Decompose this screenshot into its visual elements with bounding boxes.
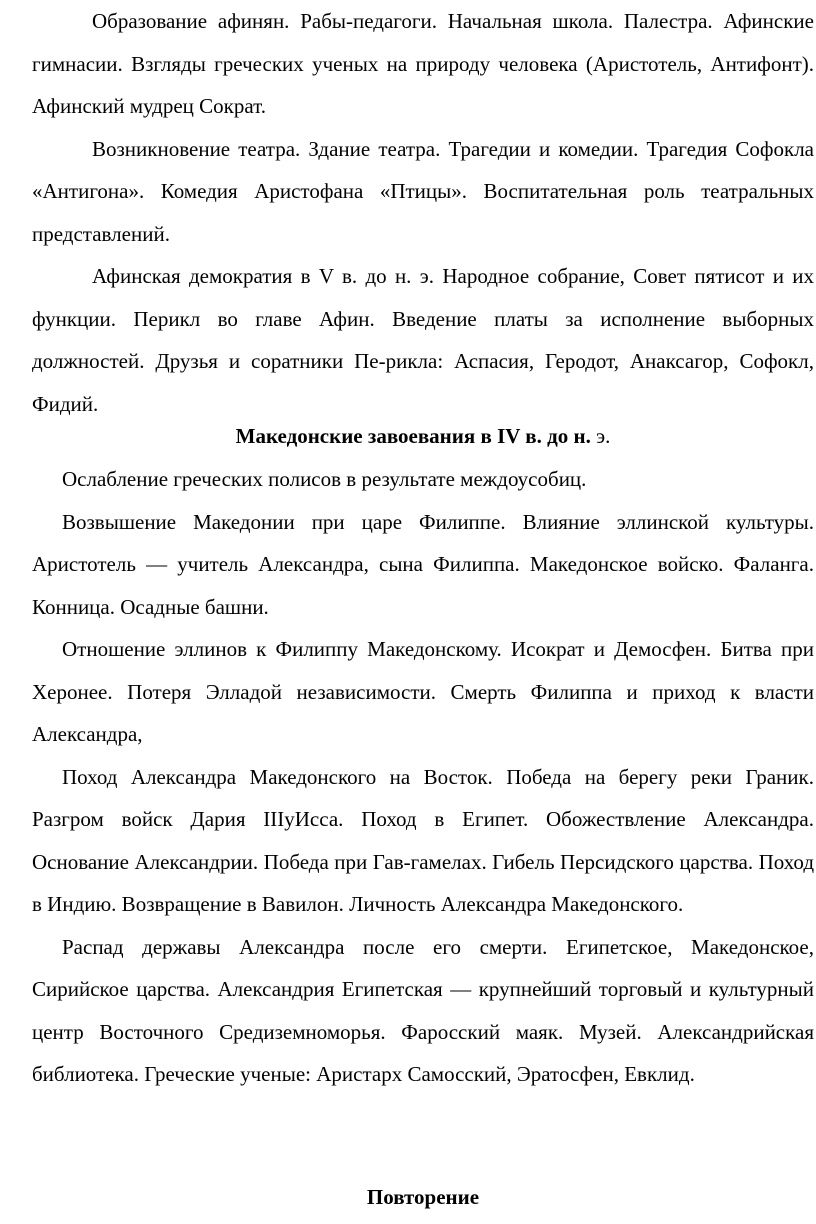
heading-macedonian-conquests bbox=[32, 415, 814, 457]
paragraph-campaign-east: Поход Александра Македонского на Восток. Победа на берегу реки Граник. Разгром войск Дария IIIуИсса. Поход в Египет. Обожествление Александра. Основание Александрии. Победа при Гав-гамелах. Гибель Персидского царства. Поход в Индию. Возвращение в Вавилон. Личность Александра Македонского. bbox=[32, 764, 814, 916]
heading-macedonia-bold: Македонские завоевания в IV в. до н. bbox=[235, 424, 591, 448]
paragraph-athenian-education: Образование афинян. Рабы-педагоги. Начальная школа. Палестра. Афинские гимнасии. Взгляды греческих ученых на природу человека (Аристотель, Антифонт). Афинский мудрец Сократ. bbox=[32, 9, 814, 118]
paragraph-rise-of-macedonia: Возвышение Македонии при царе Филиппе. Влияние эллинской культуры. Аристотель — учитель Александра, сына Филиппа. Македонское войско. Фаланга. Конница. Осадные башни. bbox=[32, 509, 814, 619]
paragraph-theatre: Возникновение театра. Здание театра. Трагедии и комедии. Трагедия Софокла «Антигона». Комедия Аристофана «Птицы». Воспитательная роль театральных представлений. bbox=[32, 136, 814, 246]
paragraph-weakening: Ослабление греческих полисов в результате междоусобиц. bbox=[62, 467, 587, 491]
paragraph-hellenes-and-philip: Отношение эллинов к Филиппу Македонскому. Исократ и Демосфен. Битва при Херонее. Потеря Элладой независимости. Смерть Филиппа и приход к власти Александра, bbox=[32, 637, 814, 746]
heading-review: Повторение bbox=[366, 1185, 480, 1209]
heading-macedonia-suffix: э. bbox=[590, 424, 611, 448]
section-heading-review bbox=[32, 1176, 814, 1218]
paragraph-democracy: Афинская демократия в V в. до н. э. Народное собрание, Совет пятисот и их функции. Перикл во главе Афин. Введение платы за исполнение выборных должностей. Друзья и соратники Пе-рикла: Аспасия, Геродот, Анаксагор, Софокл, Фидий. bbox=[32, 264, 814, 416]
paragraph-empire-breakup: Распад державы Александра после его смерти. Египетское, Македонское, Сирийское царства. Александрия Египетская — крупнейший торговый и культурный центр Восточного Средиземноморья. Фаросский маяк. Музей. Александрийская библиотека. Греческие ученые: Аристарх Самосский, Эратосфен, Евклид. bbox=[32, 934, 814, 1086]
text-section-macedonia bbox=[32, 458, 814, 1096]
section-heading-macedonia bbox=[32, 415, 814, 457]
text-section-athens bbox=[32, 0, 814, 425]
